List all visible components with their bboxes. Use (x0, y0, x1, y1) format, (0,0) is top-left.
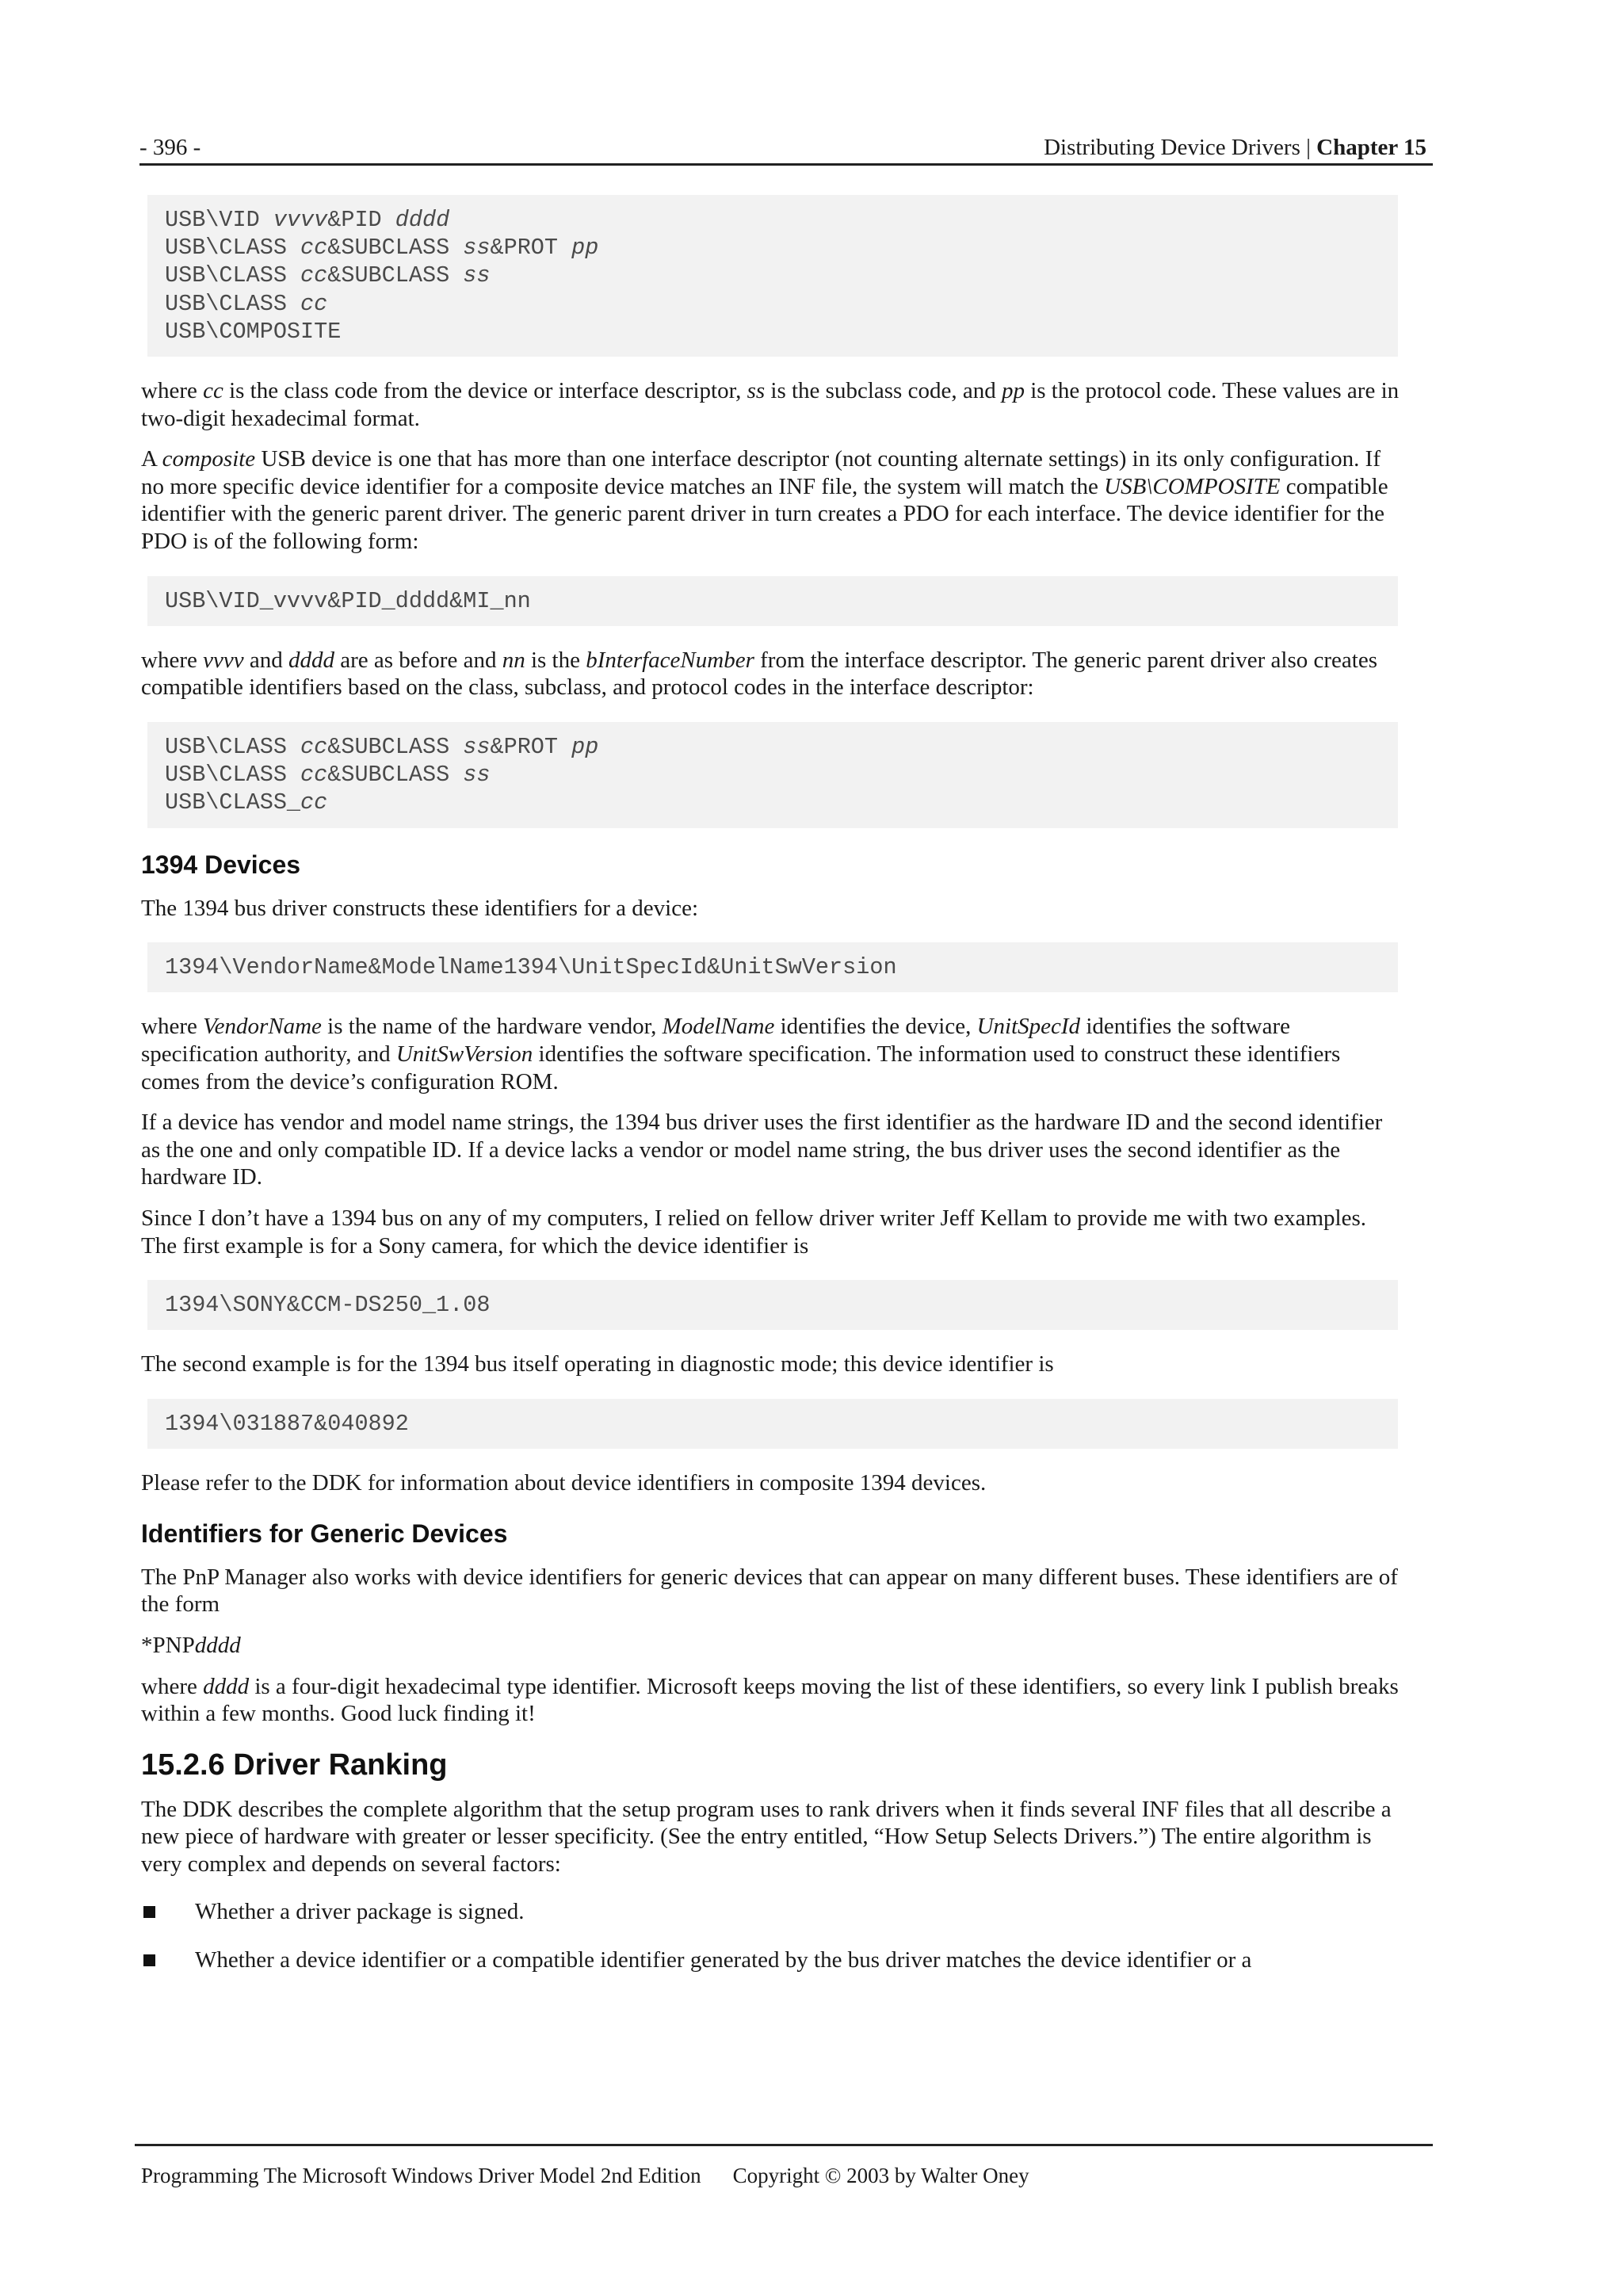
italic-term: ModelName (662, 1014, 775, 1040)
text-run: USB\CLASS (165, 733, 301, 760)
code-block-compatible-ids (147, 722, 1398, 828)
copyright-notice: Copyright © 2003 by Walter Oney (732, 2164, 1029, 2187)
text-run: 1394\VendorName&ModelName1394\UnitSpecId&UnitSwVersion (165, 954, 897, 981)
text-run: is the name of the hardware vendor, (321, 1014, 663, 1040)
code-block-sony (147, 1280, 1398, 1330)
code-line (165, 234, 1381, 262)
bullet-square-icon (143, 1906, 155, 1918)
chapter-label: Chapter 15 (1316, 135, 1426, 160)
italic-term: cc (300, 789, 328, 816)
heading-driver-ranking: 15.2.6 Driver Ranking (141, 1748, 448, 1782)
code-line (165, 206, 1381, 234)
para-1394-examples (141, 1205, 1401, 1259)
italic-term: pp (571, 733, 599, 760)
italic-term: ss (463, 235, 491, 262)
italic-term: dddd (395, 207, 450, 233)
ranking-factor-list (141, 1898, 1401, 1973)
italic-term: nn (502, 647, 525, 673)
text-run: where (141, 378, 204, 404)
text-run: USB\CLASS (165, 262, 301, 289)
text-run: The second example is for the 1394 bus itself operating in diagnostic mode; this device identifier is (141, 1351, 1054, 1377)
text-run: identifies the device, (774, 1014, 977, 1040)
heading-1394-devices: 1394 Devices (141, 850, 301, 879)
heading-generic-devices: Identifiers for Generic Devices (141, 1519, 508, 1548)
code-line (165, 1291, 1381, 1319)
text-run: USB\VID_vvvv&PID_dddd&MI_nn (165, 587, 531, 614)
text-run: USB device is one that has more than one interface descriptor (not counting alternate settings) in its only configuration. If no more specific device identifier for a composite device matches an INF file, the system will match the (141, 446, 1381, 499)
italic-term: ss (463, 762, 491, 789)
para-1394-hardware-id (141, 1109, 1401, 1191)
text-run: A (141, 446, 162, 472)
text-run: from the interface descriptor. The generic parent driver also creates compatible identifiers based on the class, subclass, and protocol codes in the interface descriptor: (141, 647, 1377, 701)
italic-term: cc (300, 290, 328, 317)
text-run: 1394\031887&040892 (165, 1410, 409, 1437)
italic-term: cc (300, 235, 328, 262)
text-run: If a device has vendor and model name strings, the 1394 bus driver uses the first identifier as the hardware ID and the second identifier as the one and only compatible ID. If a device lacks a vendor or model name string, the bus driver uses the second identifier as the hardware ID. (141, 1110, 1383, 1190)
page-footer (135, 2144, 1433, 2187)
text-run: USB\CLASS_ (165, 789, 301, 816)
code-block-1394-format (147, 942, 1398, 992)
book-title: Programming The Microsoft Windows Driver Model 2nd Edition (141, 2164, 701, 2187)
italic-term: vvvv (273, 207, 328, 233)
text-run: is the protocol code. These values are in two-digit hexadecimal format. (141, 378, 1400, 431)
italic-term: pp (571, 235, 599, 262)
italic-term: ss (463, 262, 491, 289)
code-line (165, 587, 1381, 615)
code-block-diagnostic (147, 1399, 1398, 1449)
page-header (139, 132, 1433, 166)
list-item-text: Whether a driver package is signed. (195, 1899, 525, 1925)
text-run: &SUBCLASS (327, 235, 464, 262)
text-run: &SUBCLASS (327, 762, 464, 789)
bullet-square-icon (143, 1954, 155, 1966)
text-run: &SUBCLASS (327, 733, 464, 760)
italic-term: UnitSwVersion (395, 1041, 533, 1067)
text-run: and (243, 647, 288, 673)
text-run: where (141, 1014, 204, 1040)
text-run: USB\VID (165, 207, 273, 233)
text-run: USB\COMPOSITE (165, 318, 342, 345)
text-run: *PNP (141, 1632, 195, 1658)
text-run: Please refer to the DDK for information about device identifiers in composite 1394 devices. (141, 1470, 987, 1496)
para-1394-vendor (141, 1013, 1401, 1095)
code-line (165, 262, 1381, 289)
italic-term: cc (300, 733, 328, 760)
text-run: is a four-digit hexadecimal type identifier. Microsoft keeps moving the list of these identifiers, so every link I publish breaks within a few months. Good luck finding it! (141, 1673, 1399, 1727)
italic-term: pp (1001, 378, 1025, 404)
text-run: compatible identifier with the generic parent driver. The generic parent driver in turn creates a PDO for each interface. The device identifier for the PDO is of the following form: (141, 473, 1388, 554)
para-driver-ranking (141, 1796, 1401, 1878)
text-run: is the (525, 647, 586, 673)
italic-term: dddd (288, 647, 334, 673)
code-line (165, 789, 1381, 816)
text-run: identifies the software specification authority, and (141, 1014, 1290, 1067)
page-body (141, 195, 1401, 1995)
italic-term: UnitSpecId (976, 1014, 1081, 1040)
italic-term: vvvv (203, 647, 244, 673)
text-run: &PROT (490, 235, 572, 262)
code-line (165, 733, 1381, 761)
para-pnp-form (141, 1632, 1401, 1660)
text-run: USB\CLASS (165, 235, 301, 262)
page-number: - 396 - (139, 135, 201, 160)
italic-term: USB\COMPOSITE (1104, 473, 1281, 499)
text-run: Since I don’t have a 1394 bus on any of my computers, I relied on fellow driver writer Jeff Kellam to provide me with two examples. The first example is for a Sony camera, for which the device identifier is (141, 1205, 1367, 1259)
code-line (165, 953, 1381, 981)
footer-text (141, 2162, 1029, 2189)
italic-term: composite (162, 446, 256, 472)
italic-term: VendorName (203, 1014, 322, 1040)
para-composite (141, 445, 1401, 555)
para-class-codes (141, 377, 1401, 432)
para-interface-number (141, 647, 1401, 701)
text-run: where (141, 647, 204, 673)
text-run: is the subclass code, and (765, 378, 1002, 404)
code-line (165, 290, 1381, 318)
italic-term: ss (463, 733, 491, 760)
text-run: 1394\SONY&CCM-DS250_1.08 (165, 1292, 491, 1319)
text-run: The PnP Manager also works with device identifiers for generic devices that can appear on many different buses. These identifiers are of the form (141, 1564, 1398, 1618)
para-1394-intro (141, 895, 1401, 923)
code-line (165, 1410, 1381, 1438)
text-run: identifies the software specification. The information used to construct these identifiers comes from the device’s configuration ROM. (141, 1041, 1341, 1095)
italic-term: dddd (203, 1673, 250, 1699)
running-title (1044, 132, 1426, 163)
para-second-example (141, 1350, 1401, 1378)
list-item-text: Whether a device identifier or a compatible identifier generated by the bus driver matches the device identifier or a (195, 1947, 1252, 1973)
italic-term: cc (203, 378, 223, 404)
text-run: USB\CLASS (165, 290, 301, 317)
text-run: &PROT (490, 733, 572, 760)
code-line (165, 761, 1381, 789)
italic-term: cc (300, 262, 328, 289)
text-run: USB\CLASS (165, 762, 301, 789)
italic-term: ss (747, 378, 766, 404)
text-run: are as before and (334, 647, 502, 673)
code-line (165, 318, 1381, 346)
text-run: &SUBCLASS (327, 262, 464, 289)
list-item (141, 1946, 1401, 1974)
italic-term: bInterfaceNumber (586, 647, 754, 673)
italic-term: cc (300, 762, 328, 789)
para-ddk-refer (141, 1469, 1401, 1497)
para-generic-hex (141, 1673, 1401, 1728)
para-generic-devices (141, 1564, 1401, 1618)
text-run: is the class code from the device or interface descriptor, (223, 378, 747, 404)
text-run: The DDK describes the complete algorithm that the setup program uses to rank drivers when it finds several INF files that all describe a new piece of hardware with greater or lesser specificity. (See the entry entitled, “How Setup Selects Drivers.”) The entire algorithm is very complex and depends on several factors: (141, 1796, 1392, 1877)
text-run: The 1394 bus driver constructs these identifiers for a device: (141, 895, 699, 921)
code-block-mi (147, 576, 1398, 626)
text-run: &PID (327, 207, 395, 233)
chapter-title: Distributing Device Drivers | (1044, 135, 1317, 160)
italic-term: dddd (194, 1632, 241, 1658)
text-run: where (141, 1673, 204, 1699)
list-item (141, 1898, 1401, 1926)
code-block-usb-ids (147, 195, 1398, 357)
